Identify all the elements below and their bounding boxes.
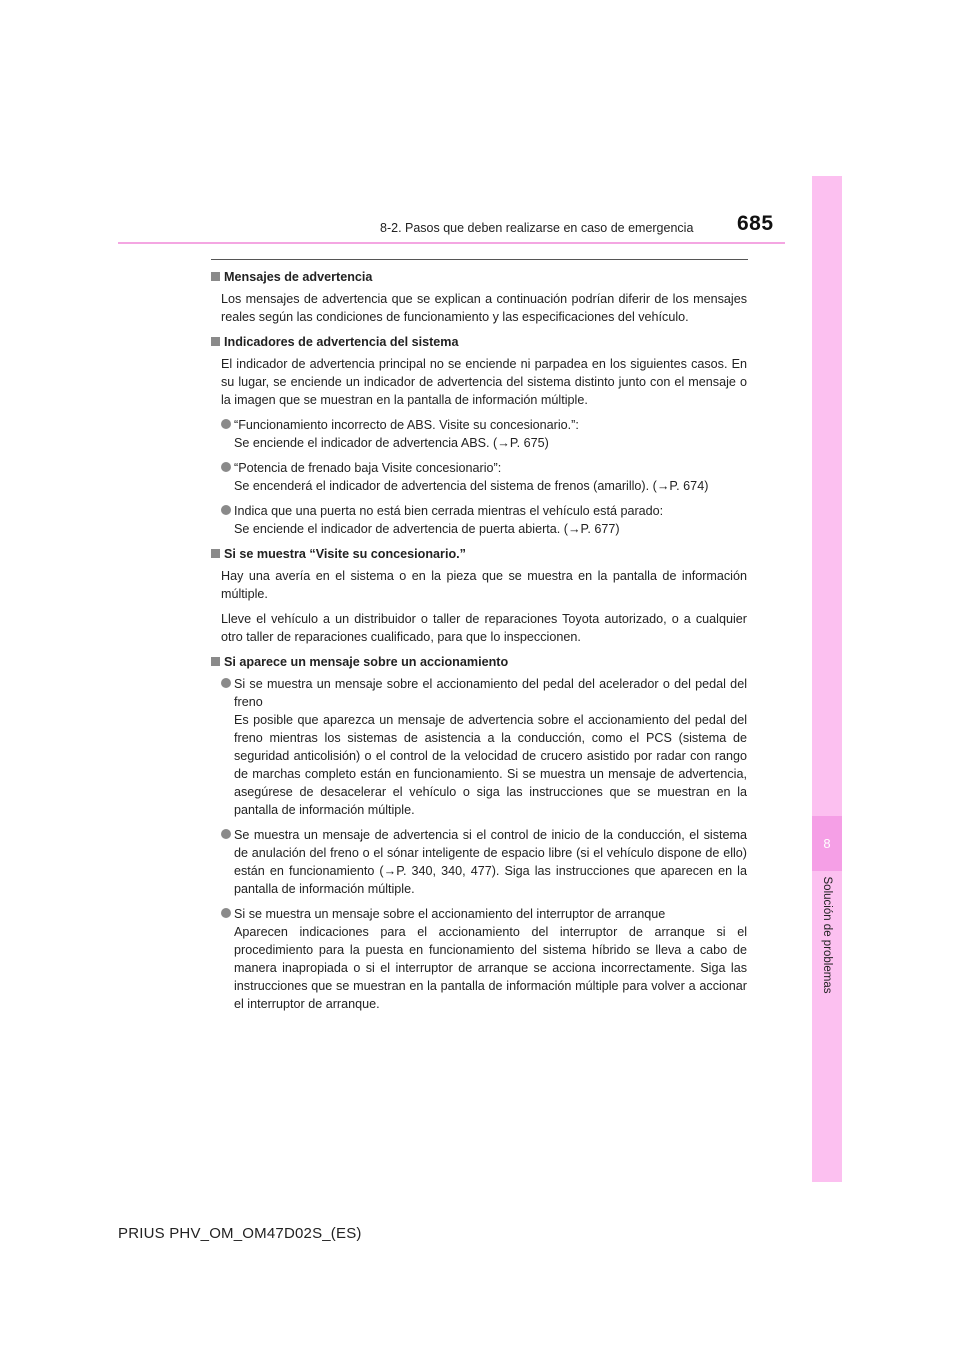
list-item — [221, 675, 747, 819]
heading-text: Si aparece un mensaje sobre un accionamiento — [224, 655, 509, 669]
heading-text: Indicadores de advertencia del sistema — [224, 335, 459, 349]
page-content — [211, 268, 747, 1020]
heading-text: Mensajes de advertencia — [224, 270, 373, 284]
page-number: 685 — [737, 212, 774, 235]
section-heading — [211, 333, 747, 351]
content-rule — [211, 259, 748, 260]
square-bullet-icon — [211, 549, 220, 558]
list-item-line: Se enciende el indicador de advertencia ABS. (→P. 675) — [234, 436, 549, 450]
list-item-line: Se enciende el indicador de advertencia de puerta abierta. (→P. 677) — [234, 522, 620, 536]
heading-text: Si se muestra “Visite su concesionario.” — [224, 547, 466, 561]
list-item-line: Si se muestra un mensaje sobre el accionamiento del interruptor de arranque — [234, 907, 666, 921]
document-code: PRIUS PHV_OM_OM47D02S_(ES) — [118, 1225, 362, 1242]
section-heading — [211, 653, 747, 671]
square-bullet-icon — [211, 337, 220, 346]
list-item — [221, 826, 747, 898]
list-item-line: Si se muestra un mensaje sobre el accionamiento del pedal del acelerador o del pedal del freno — [234, 677, 747, 709]
paragraph: Lleve el vehículo a un distribuidor o taller de reparaciones Toyota autorizado, o a cualquier otro taller de reparaciones cualificado, para que lo inspeccionen. — [221, 612, 747, 644]
paragraph: Hay una avería en el sistema o en la pieza que se muestra en la pantalla de información múltiple. — [221, 569, 747, 601]
list-item-line: Se muestra un mensaje de advertencia si el control de inicio de la conducción, el sistema de anulación del freno o el sónar inteligente de espacio libre (si el vehículo dispone de ello) están en funcionamiento (→P. 340, 340, 477). Siga las instrucciones que aparecen en la pantalla de información múltiple. — [234, 828, 747, 896]
list-item-line: Indica que una puerta no está bien cerrada mientras el vehículo está parado: — [234, 504, 664, 518]
list-item-line: “Potencia de frenado baja Visite concesionario”: — [234, 461, 502, 475]
section-heading — [211, 268, 747, 286]
list-item-line: “Funcionamiento incorrecto de ABS. Visite su concesionario.”: — [234, 418, 579, 432]
circle-bullet-icon — [221, 829, 231, 839]
circle-bullet-icon — [221, 678, 231, 688]
list-item — [221, 459, 747, 495]
section-heading — [211, 545, 747, 563]
list-item-line: Aparecen indicaciones para el accionamiento del interruptor de arranque si el procedimiento para la puesta en funcionamiento del sistema híbrido se lleva a cabo de manera inapropiada o si el interruptor de arranque se acciona incorrectamente. Siga las instrucciones que se muestran en la pantalla de información múltiple para volver a accionar el interruptor de arranque. — [234, 925, 747, 1011]
circle-bullet-icon — [221, 462, 231, 472]
circle-bullet-icon — [221, 908, 231, 918]
side-tab — [812, 176, 842, 1182]
circle-bullet-icon — [221, 505, 231, 515]
circle-bullet-icon — [221, 419, 231, 429]
section-title: 8-2. Pasos que deben realizarse en caso de emergencia — [380, 221, 694, 235]
list-item-line: Es posible que aparezca un mensaje de advertencia sobre el accionamiento del pedal del freno mientras los sistemas de asistencia a la conducción, como el PCS (sistema de seguridad anticolisión) o el control de la velocidad de crucero asistido por radar con rango de marchas completo están en funcionamiento. Si se muestra un mensaje de advertencia, asegúrese de desacelerar el vehículo o siga las instrucciones que se muestran en la pantalla de información múltiple. — [234, 713, 747, 817]
header-rule — [118, 242, 785, 244]
paragraph: Los mensajes de advertencia que se explican a continuación podrían diferir de los mensajes reales según las condiciones de funcionamiento y las especificaciones del vehículo. — [221, 292, 747, 324]
chapter-number-tab: 8 — [812, 816, 842, 871]
list-item-line: Se encenderá el indicador de advertencia del sistema de frenos (amarillo). (→P. 674) — [234, 479, 709, 493]
chapter-title-tab — [816, 876, 838, 994]
square-bullet-icon — [211, 272, 220, 281]
square-bullet-icon — [211, 657, 220, 666]
chapter-title: Solución de problemas — [821, 876, 833, 994]
list-item — [221, 416, 747, 452]
list-item — [221, 905, 747, 1013]
list-item — [221, 502, 747, 538]
paragraph: El indicador de advertencia principal no se enciende ni parpadea en los siguientes casos. En su lugar, se enciende un indicador de advertencia del sistema distinto junto con el mensaje o la imagen que se muestran en la pantalla de información múltiple. — [221, 357, 747, 407]
